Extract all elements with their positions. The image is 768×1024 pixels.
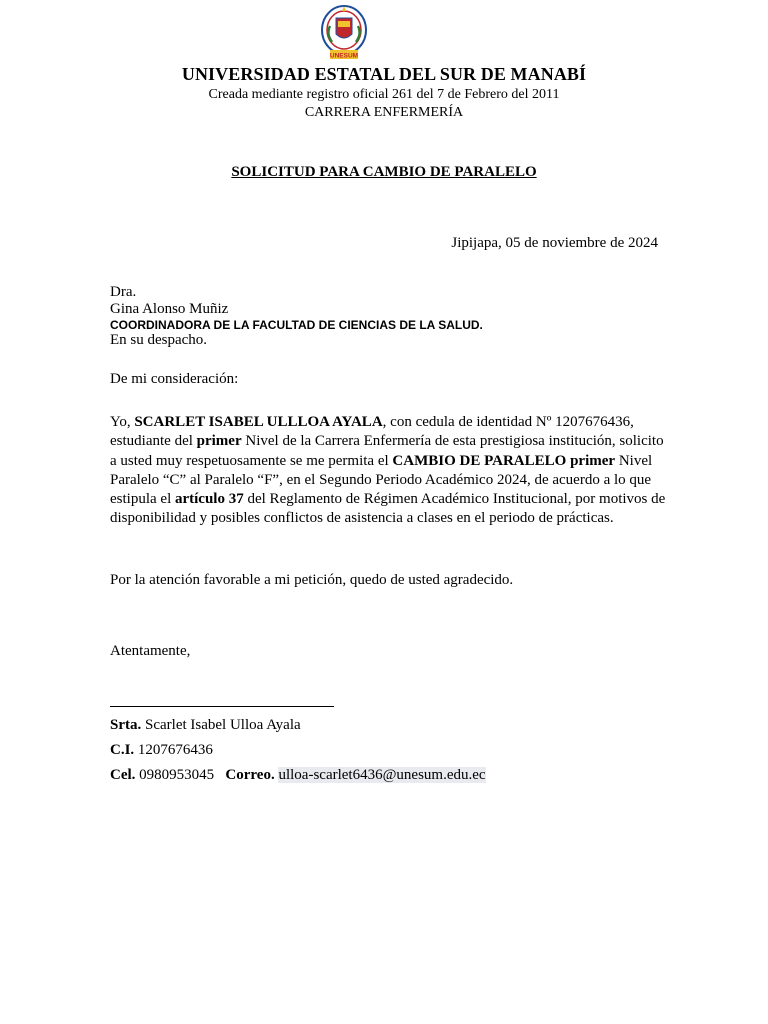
ci-label: C.I.: [110, 742, 135, 758]
signer-name: Scarlet Isabel Ulloa Ayala: [145, 717, 301, 733]
request-bold: CAMBIO DE PARALELO primer: [392, 452, 616, 469]
career-name: CARRERA ENFERMERÍA: [304, 105, 464, 120]
greeting: De mi consideración:: [110, 371, 239, 387]
article-bold: artículo 37: [174, 491, 244, 508]
student-name-bold: SCARLET ISABEL ULLLOA AYALA: [134, 414, 383, 430]
ci-value: 1207676436: [137, 742, 213, 758]
p1-text-e: del Reglamento de Régimen Académico Institucional, por motivos de disponibilidad y posibles conflictos de asistencia a clases en el periodo de prácticas.: [110, 491, 666, 527]
phone-label: Cel.: [110, 767, 136, 783]
logo-wordmark: UNESUM: [329, 52, 359, 60]
creation-note: Creada mediante registro oficial 261 del 7 de Febrero del 2011: [208, 87, 560, 102]
title-label: Srta.: [110, 717, 142, 733]
date-line: Jipijapa, 05 de noviembre de 2024: [451, 235, 658, 251]
signature-name-row: [110, 717, 301, 734]
university-seal-logo: [316, 4, 372, 62]
farewell: Atentamente,: [110, 643, 191, 659]
signature-ci-row: [110, 742, 213, 759]
p1-text-d: Nivel Paralelo “C” al Paralelo “F”, en el Segundo Periodo Académico 2024, de acuerdo a lo que estipula el: [110, 452, 653, 508]
recipient-name: Gina Alonso Muñiz: [110, 301, 229, 317]
signature-line: [110, 706, 334, 707]
p1-text-a: Yo,: [110, 414, 135, 430]
request-paragraph: [110, 413, 670, 529]
recipient-closing: En su despacho.: [110, 332, 208, 348]
p1-text-c: Nivel de la Carrera Enfermería de esta prestigiosa institución, solicito a usted muy respetuosamente se me permita el: [110, 433, 664, 469]
email-label: Correo.: [225, 767, 275, 783]
recipient-honorific: Dra.: [110, 284, 137, 300]
p1-text-b: , con cedula de identidad Nº 1207676436, estudiante del: [110, 414, 634, 450]
document-title: SOLICITUD PARA CAMBIO DE PARALELO: [231, 164, 537, 180]
email-link[interactable]: ulloa-scarlet6436@unesum.edu.ec: [278, 767, 486, 783]
recipient-position: COORDINADORA DE LA FACULTAD DE CIENCIAS DE LA SALUD.: [110, 318, 483, 332]
level-bold: primer: [196, 433, 242, 450]
signature-contact-row: [110, 767, 486, 784]
thanks-line: Por la atención favorable a mi petición, quedo de usted agradecido.: [110, 572, 514, 588]
phone-value: 0980953045: [139, 767, 215, 783]
university-name: UNIVERSIDAD ESTATAL DEL SUR DE MANABÍ: [181, 64, 587, 84]
